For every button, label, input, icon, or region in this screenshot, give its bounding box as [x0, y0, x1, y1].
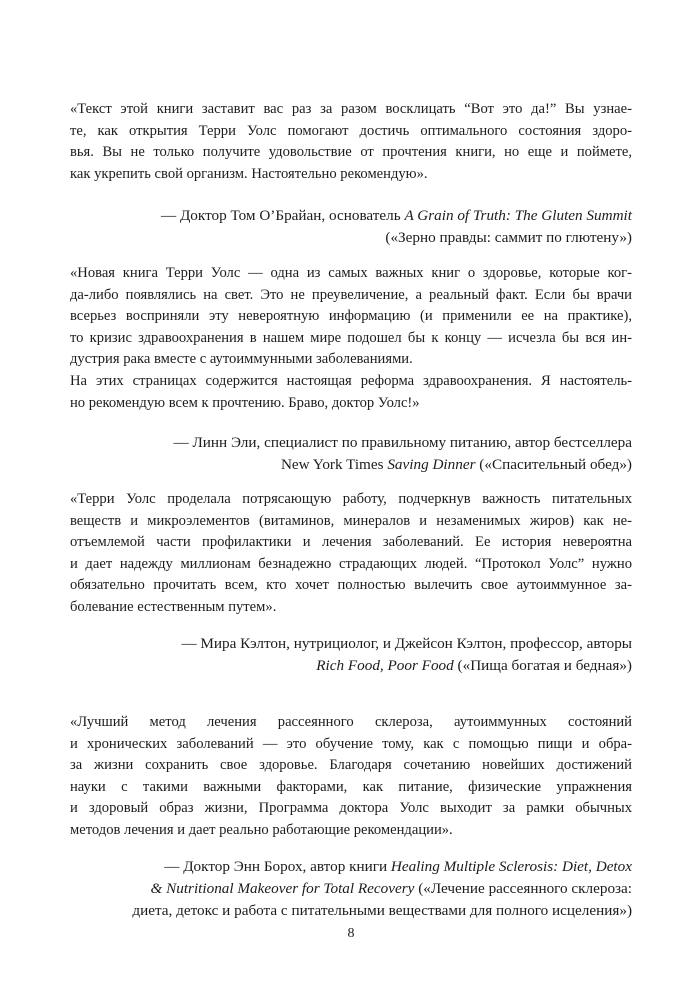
quote-line: то кризис здравоохранения в нашем мире подошел бы к концу — исчезла бы вся ин-	[70, 329, 632, 346]
quote-line: и дает надежду миллионам безнадежно страдающих людей. “Протокол Уолс” нужно	[70, 555, 632, 572]
quote-4-attribution	[70, 856, 632, 922]
attribution-line: Rich Food, Poor Food («Пища богатая и бедная»)	[316, 657, 632, 674]
attribution-line: — Линн Эли, специалист по правильному питанию, автор бестселлера	[173, 434, 632, 451]
quote-line: и здоровый образ жизни, Программа доктора Уолс выходит за рамки обычных	[70, 800, 632, 817]
attribution-line: & Nutritional Makeover for Total Recovery («Лечение рассеянного склероза:	[150, 880, 632, 897]
attribution-line: — Мира Кэлтон, нутрициолог, и Джейсон Кэлтон, профессор, авторы	[181, 635, 632, 652]
quote-line: за жизни сохранить свое здоровье. Благодаря сочетанию новейших достижений	[70, 757, 632, 774]
quote-line: да-либо появлялись на свет. Это не преувеличение, а реальный факт. Если бы врачи	[70, 286, 632, 303]
quote-3-text	[70, 489, 632, 619]
quote-1-attribution	[70, 205, 632, 249]
page-number: 8	[347, 926, 355, 941]
quote-line: как укрепить свой организм. Настоятельно рекомендую».	[70, 165, 428, 182]
quote-line: болевание естественным путем».	[70, 598, 277, 615]
quote-1-text	[70, 99, 632, 185]
attribution-line: («Зерно правды: саммит по глютену»)	[385, 229, 632, 246]
quote-line: дустрия рака вместе с аутоиммунными заболеваниями.	[70, 351, 413, 368]
quote-line: обязательно прочитать всем, кто хочет полностью вылечить свое аутоиммунное за-	[70, 577, 632, 594]
quote-line: На этих страницах содержится настоящая реформа здравоохранения. Я настоятель-	[70, 372, 632, 389]
quote-4-text	[70, 712, 632, 842]
quote-line: отъемлемой части профилактики и лечения заболеваний. Ее история невероятна	[70, 534, 632, 551]
attribution-line: New York Times Saving Dinner («Спасительный обед»)	[280, 456, 632, 473]
quote-line: «Новая книга Терри Уолс — одна из самых важных книг о здоровье, которые ког-	[70, 265, 632, 281]
quote-2-text	[70, 263, 632, 414]
quote-line: «Текст этой книги заставит вас раз за разом восклицать “Вот это да!” Вы узнае-	[70, 101, 632, 117]
quote-2-attribution	[70, 432, 632, 476]
quote-line: вья. Вы не только получите удовольствие от прочтения книги, но еще и поймете,	[70, 144, 632, 161]
quote-line: «Лучший метод лечения рассеянного склероза, аутоиммунных состояний	[70, 714, 632, 730]
quote-line: и хронических заболеваний — это обучение тому, как с помощью пищи и обра-	[70, 735, 632, 752]
quote-line: веществ и микроэлементов (витаминов, минералов и незаменимых жиров) как не-	[70, 512, 632, 529]
quote-line: но рекомендую всем к прочтению. Браво, доктор Уолс!»	[70, 394, 420, 411]
quote-line: те, как открытия Терри Уолс помогают достичь оптимального состояния здоро-	[70, 122, 632, 139]
quote-line: «Терри Уолс проделала потрясающую работу, подчеркнув важность питательных	[70, 491, 632, 507]
quote-line: всерьез восприняли эту невероятную информацию (и применили ее на практике),	[70, 308, 632, 325]
attribution-line: диета, детокс и работа с питательными веществами для полного исцеления»)	[132, 902, 632, 919]
attribution-line: — Доктор Том О’Брайан, основатель A Grain of Truth: The Gluten Summit	[160, 207, 632, 224]
quote-line: методов лечения и дает реально работающие рекомендации».	[70, 821, 453, 838]
quote-line: науки с такими важными факторами, как питание, физические упражнения	[70, 778, 632, 795]
quote-3-attribution	[70, 633, 632, 677]
attribution-line: — Доктор Энн Борох, автор книги Healing Multiple Sclerosis: Diet, Detox	[164, 858, 632, 875]
book-page	[70, 0, 632, 1000]
